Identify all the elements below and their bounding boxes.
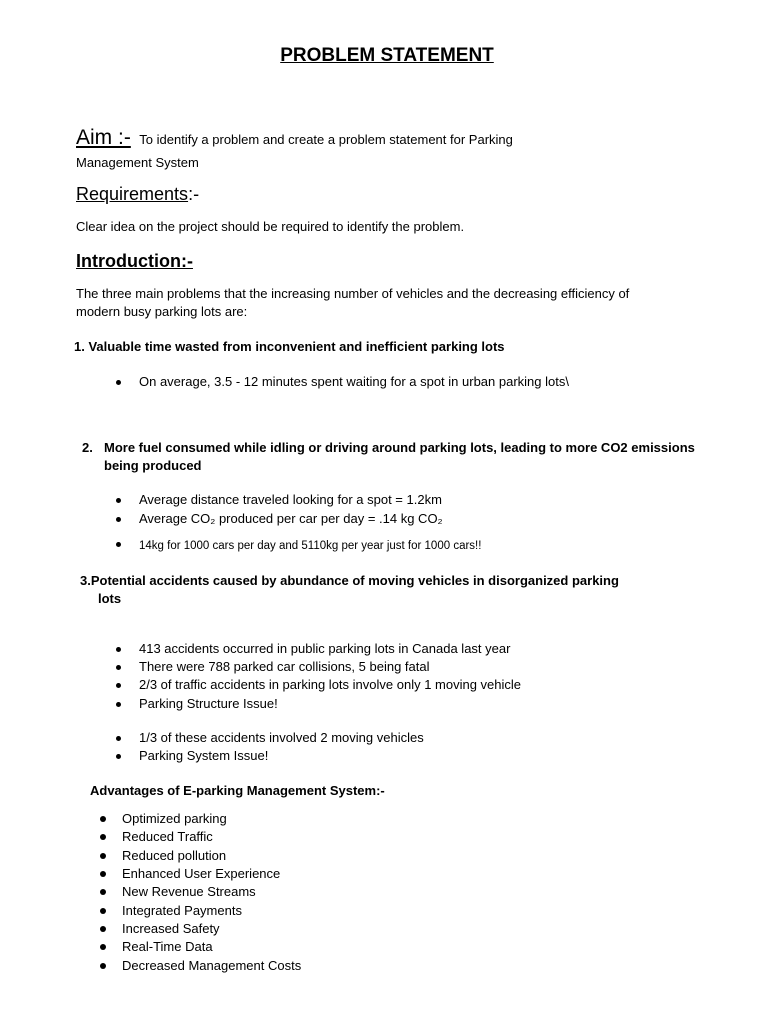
bullet-icon: [116, 647, 121, 652]
aim-heading: Aim :-: [76, 126, 131, 149]
advantage-item: Reduced Traffic: [122, 829, 213, 844]
problem-2-number: 2.: [82, 440, 93, 455]
problem-3-bullet: There were 788 parked car collisions, 5 being fatal: [139, 659, 430, 674]
advantages-heading: Advantages of E-parking Management System:-: [90, 783, 385, 798]
problem-3-bullet: Parking Structure Issue!: [139, 696, 278, 711]
bullet-icon: [100, 926, 106, 932]
aim-text: To identify a problem and create a problem statement for Parking: [139, 132, 513, 147]
problem-3-bullet: 1/3 of these accidents involved 2 moving vehicles: [139, 730, 424, 745]
introduction-paragraph-line1: The three main problems that the increasing number of vehicles and the decreasing efficiency of: [76, 286, 630, 301]
problem-2-title-line1: More fuel consumed while idling or driving around parking lots, leading to more CO2 emissions: [104, 440, 695, 455]
problem-3-title-line1: 3.Potential accidents caused by abundance of moving vehicles in disorganized parking: [80, 573, 619, 588]
bullet-icon: [100, 871, 106, 877]
advantage-item: Reduced pollution: [122, 848, 227, 863]
aim-line: [76, 126, 513, 150]
requirements-heading-suffix: :-: [188, 184, 200, 204]
problem-2-title-line2: being produced: [104, 458, 202, 473]
page-title: PROBLEM STATEMENT: [280, 45, 494, 66]
introduction-paragraph-line2: modern busy parking lots are:: [76, 304, 248, 319]
bullet-icon: [100, 963, 106, 969]
bullet-icon: [100, 816, 106, 822]
bullet-icon: [100, 944, 106, 950]
requirements-text: Clear idea on the project should be required to identify the problem.: [76, 219, 465, 234]
advantage-item: Enhanced User Experience: [122, 866, 281, 881]
advantage-item: Optimized parking: [122, 811, 227, 826]
bullet-icon: [100, 889, 106, 895]
problem-2-bullet: 14kg for 1000 cars per day and 5110kg per year just for 1000 cars!!: [139, 540, 482, 552]
advantage-item: Integrated Payments: [122, 903, 242, 918]
bullet-icon: [116, 702, 121, 707]
bullet-icon: [116, 683, 121, 688]
problem-2-bullet: Average distance traveled looking for a spot = 1.2km: [139, 492, 442, 507]
problem-1-title: 1. Valuable time wasted from inconvenient and inefficient parking lots: [74, 339, 505, 354]
bullet-icon: [116, 498, 121, 503]
problem-3-bullet: 413 accidents occurred in public parking lots in Canada last year: [139, 641, 511, 656]
problem-2-bullet: Average CO₂ produced per car per day = .14 kg CO₂: [139, 511, 443, 526]
requirements-heading-line: [76, 184, 199, 205]
problem-3-bullet: 2/3 of traffic accidents in parking lots involve only 1 moving vehicle: [139, 677, 522, 692]
problem-1-bullet: On average, 3.5 - 12 minutes spent waiting for a spot in urban parking lots\: [139, 374, 569, 389]
advantage-item: New Revenue Streams: [122, 884, 256, 899]
bullet-icon: [116, 754, 121, 759]
bullet-icon: [116, 665, 121, 670]
bullet-icon: [116, 517, 121, 522]
advantage-item: Decreased Management Costs: [122, 958, 302, 973]
problem-3-bullet: Parking System Issue!: [139, 748, 269, 763]
bullet-icon: [116, 542, 121, 547]
aim-text-continued: Management System: [76, 155, 199, 170]
bullet-icon: [100, 853, 106, 859]
bullet-icon: [116, 380, 121, 385]
bullet-icon: [100, 834, 106, 840]
requirements-heading: Requirements: [76, 184, 189, 204]
bullet-icon: [116, 736, 121, 741]
introduction-heading: Introduction:-: [76, 251, 193, 271]
advantage-item: Real-Time Data: [122, 939, 213, 954]
problem-3-title-line2: lots: [98, 591, 122, 606]
bullet-icon: [100, 908, 106, 914]
advantage-item: Increased Safety: [122, 921, 220, 936]
